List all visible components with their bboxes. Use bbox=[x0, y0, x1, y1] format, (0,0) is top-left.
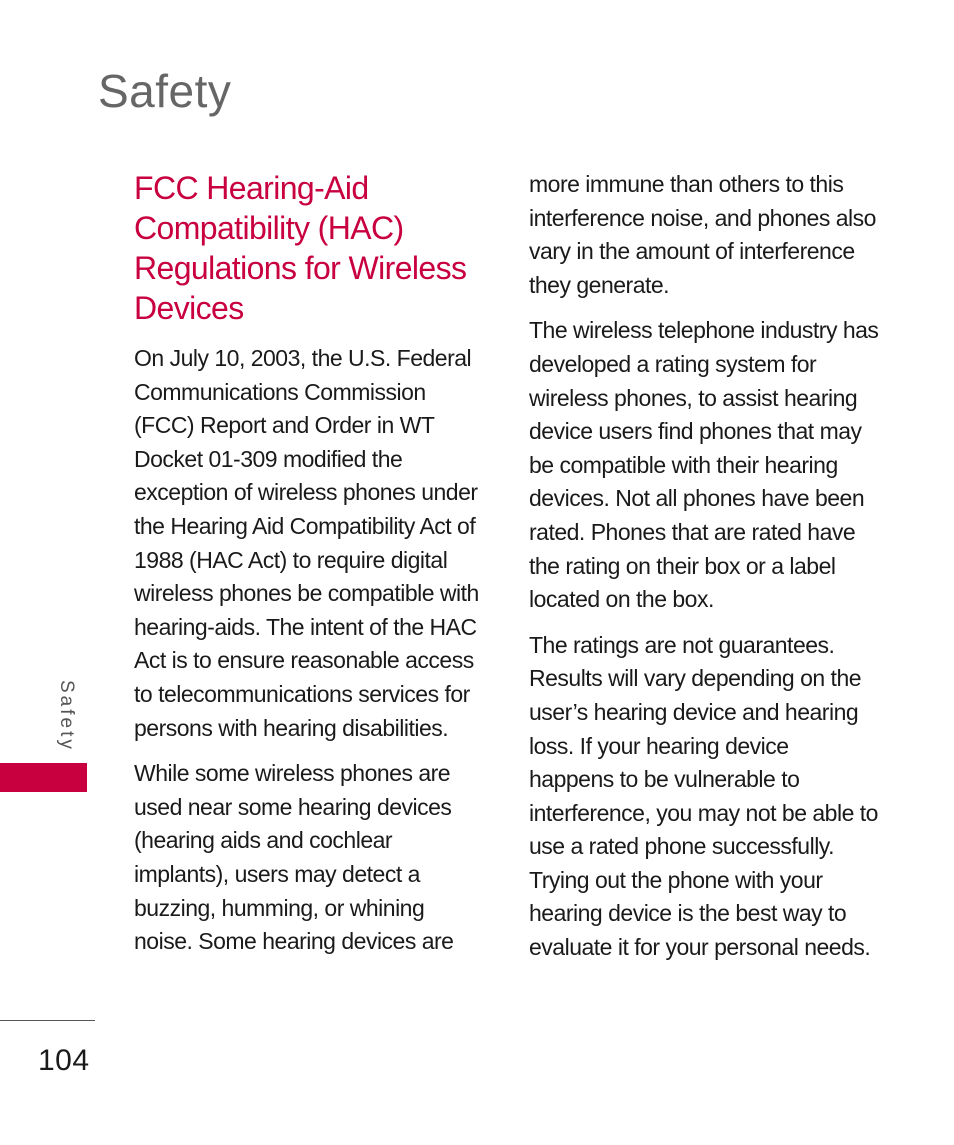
paragraph-rating-system: The wireless telephone industry has developed a rating system for wireless phones, to assist hearing device users find phones that may be compatible with their hearing devices. Not all phones have been rated. Phones that are rated have the rating on their box or a label located on the box. bbox=[529, 317, 879, 613]
paragraph-fcc-order: On July 10, 2003, the U.S. Federal Communications Commission (FCC) Report and Order in WT Docket 01-309 modified the exception of wireless phones under the Hearing Aid Compatibility Act of 1988 (HAC Act) to require digital wireless phones be compatible with hearing-aids. The intent of the HAC Act is to ensure reasonable access to telecommunications services for persons with hearing disabilities. bbox=[134, 345, 479, 741]
side-tab-label: Safety bbox=[56, 680, 77, 752]
left-column bbox=[134, 168, 484, 971]
page-title: Safety bbox=[98, 65, 232, 117]
right-column bbox=[529, 168, 879, 977]
side-tab-bar bbox=[0, 763, 87, 792]
paragraph-interference-intro: While some wireless phones are used near some hearing devices (hearing aids and cochlear implants), users may detect a buzzing, humming, or whining noise. Some hearing devices are bbox=[134, 760, 454, 955]
paragraph-ratings-not-guarantees: The ratings are not guarantees. Results will vary depending on the user’s hearing device and hearing loss. If your hearing device happens to be vulnerable to interference, you may not be able to use a rated phone successfully. Trying out the phone with your hearing device is the best way to evaluate it for your personal needs. bbox=[529, 631, 878, 961]
footer-divider bbox=[0, 1020, 95, 1021]
page-number: 104 bbox=[38, 1044, 90, 1077]
section-heading: FCC Hearing-Aid Compatibility (HAC) Regulations for Wireless Devices bbox=[134, 170, 467, 326]
paragraph-interference-continued: more immune than others to this interference noise, and phones also vary in the amount of interference they generate. bbox=[529, 171, 876, 298]
